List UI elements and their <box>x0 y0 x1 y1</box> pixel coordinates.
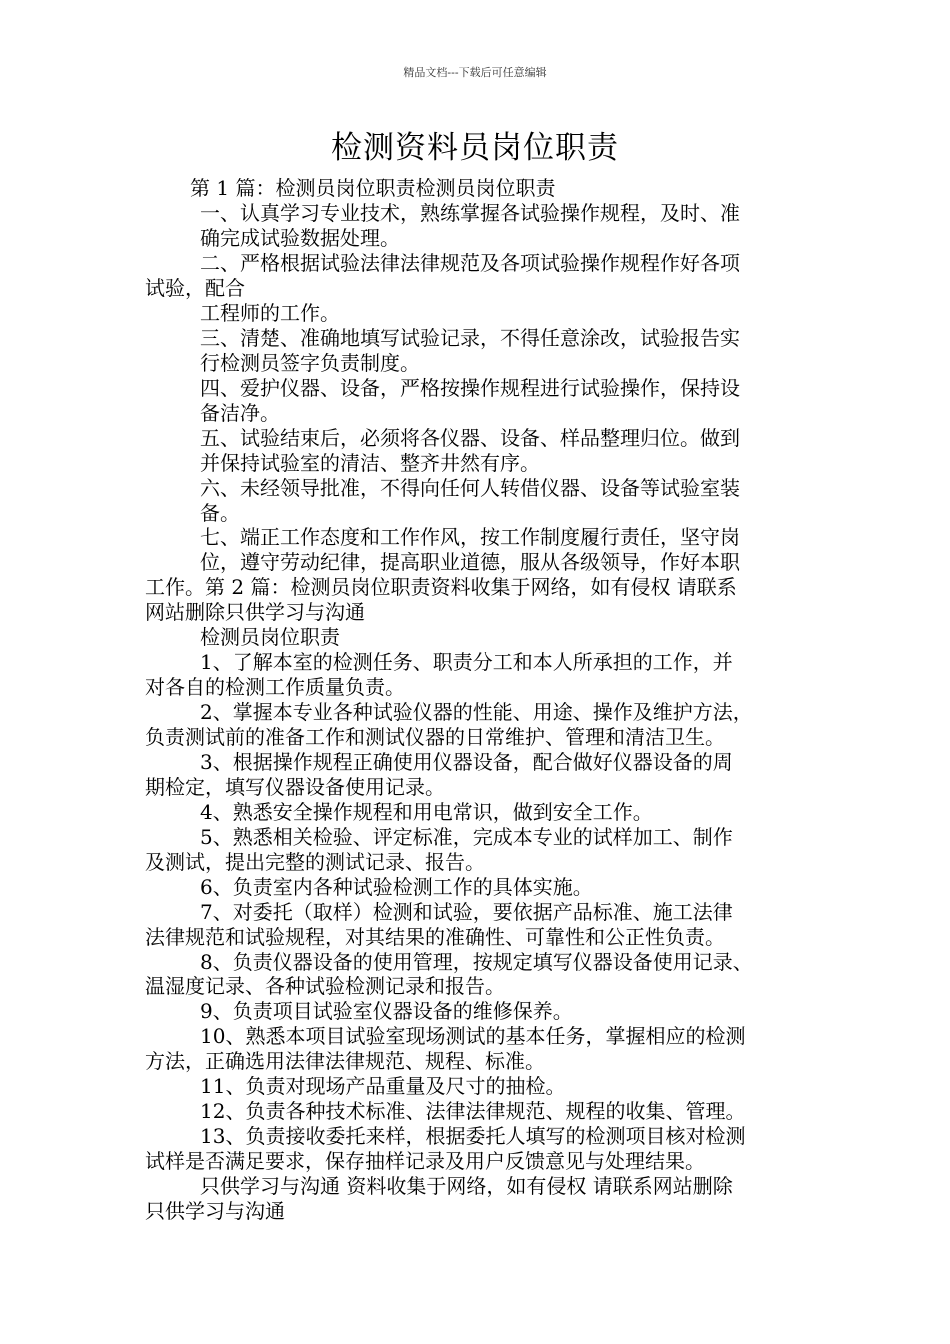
text-line: 方法，正确选用法律法律规范、规程、标准。 <box>145 1049 545 1073</box>
text-line: 四、爱护仪器、设备，严格按操作规程进行试验操作，保持设 <box>200 376 740 400</box>
text-line: 对各自的检测工作质量负责。 <box>145 675 405 699</box>
text-line: 及测试，提出完整的测试记录、报告。 <box>145 850 485 874</box>
text-line: 1、了解本室的检测任务、职责分工和本人所承担的工作，并 <box>200 650 733 674</box>
text-line: 只供学习与沟通 <box>145 1199 285 1223</box>
text-line: 行检测员签字负责制度。 <box>200 351 420 375</box>
text-line: 温湿度记录、各种试验检测记录和报告。 <box>145 974 505 998</box>
text-line: 一、认真学习专业技术，熟练掌握各试验操作规程，及时、准 <box>200 201 740 225</box>
text-line: 备。 <box>200 501 240 525</box>
text-line: 期检定，填写仪器设备使用记录。 <box>145 775 445 799</box>
text-line: 只供学习与沟通 资料收集于网络，如有侵权 请联系网站删除 <box>200 1174 733 1198</box>
text-line: 工程师的工作。 <box>200 301 340 325</box>
text-line: 7、对委托（取样）检测和试验，要依据产品标准、施工法律 <box>200 900 733 924</box>
text-line: 试样是否满足要求，保存抽样记录及用户反馈意见与处理结果。 <box>145 1149 705 1173</box>
text-line: 11、负责对现场产品重量及尺寸的抽检。 <box>200 1074 566 1098</box>
text-line: 6、负责室内各种试验检测工作的具体实施。 <box>200 875 593 899</box>
text-line: 七、端正工作态度和工作作风，按工作制度履行责任，坚守岗 <box>200 525 740 549</box>
text-line: 13、负责接收委托来样，根据委托人填写的检测项目核对检测 <box>200 1124 746 1148</box>
text-line: 10、熟悉本项目试验室现场测试的基本任务，掌握相应的检测 <box>200 1024 746 1048</box>
text-line: 负责测试前的准备工作和测试仪器的日常维护、管理和清洁卫生。 <box>145 725 725 749</box>
text-line: 六、未经领导批准，不得向任何人转借仪器、设备等试验室装 <box>200 476 740 500</box>
text-line: 位，遵守劳动纪律，提高职业道德，服从各级领导，作好本职 <box>200 550 740 574</box>
text-line: 二、严格根据试验法律法律规范及各项试验操作规程作好各项 <box>200 251 740 275</box>
text-line: 第 1 篇：检测员岗位职责检测员岗位职责 <box>190 176 556 200</box>
text-line: 确完成试验数据处理。 <box>200 226 400 250</box>
text-line: 法律规范和试验规程，对其结果的准确性、可靠性和公正性负责。 <box>145 925 725 949</box>
text-line: 9、负责项目试验室仪器设备的维修保养。 <box>200 999 573 1023</box>
text-line: 工作。第 2 篇：检测员岗位职责资料收集于网络，如有侵权 请联系 <box>145 575 737 599</box>
text-line: 8、负责仪器设备的使用管理，按规定填写仪器设备使用记录、 <box>200 950 753 974</box>
text-line: 三、清楚、准确地填写试验记录，不得任意涂改，试验报告实 <box>200 326 740 350</box>
document-title: 检测资料员岗位职责 <box>331 130 619 166</box>
text-line: 网站删除只供学习与沟通 <box>145 600 365 624</box>
text-line: 12、负责各种技术标准、法律法律规范、规程的收集、管理。 <box>200 1099 746 1123</box>
text-line: 五、试验结束后，必须将各仪器、设备、样品整理归位。做到 <box>200 426 740 450</box>
text-line: 备洁净。 <box>200 401 280 425</box>
text-line: 并保持试验室的清洁、整齐井然有序。 <box>200 451 540 475</box>
text-line: 2、掌握本专业各种试验仪器的性能、用途、操作及维护方法， <box>200 700 753 724</box>
page-header: 精品文档---下载后可任意编辑 <box>403 66 547 79</box>
text-line: 3、根据操作规程正确使用仪器设备，配合做好仪器设备的周 <box>200 750 733 774</box>
text-line: 4、熟悉安全操作规程和用电常识，做到安全工作。 <box>200 800 653 824</box>
text-line: 5、熟悉相关检验、评定标准，完成本专业的试样加工、制作 <box>200 825 733 849</box>
text-line: 检测员岗位职责 <box>200 625 340 649</box>
text-line: 试验，配合 <box>145 276 245 300</box>
